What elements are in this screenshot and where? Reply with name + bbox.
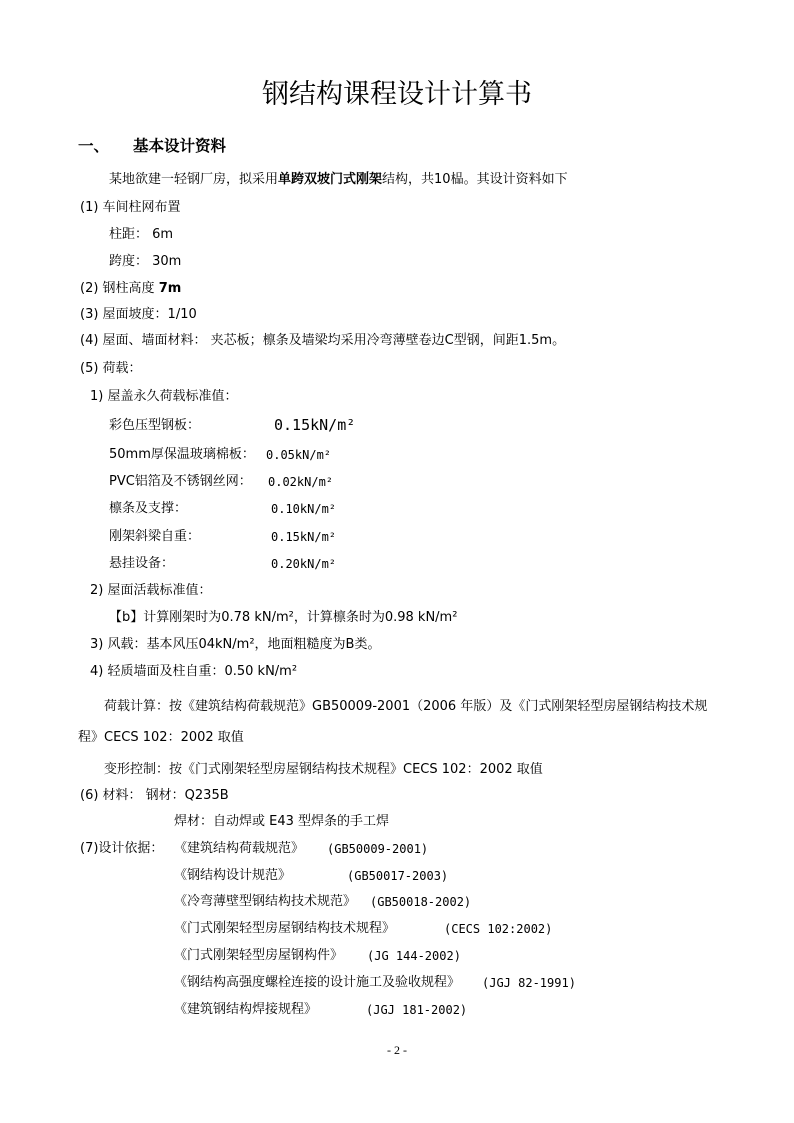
materials-weld: 焊材：自动焊或 E43 型焊条的手工焊 [174, 814, 390, 829]
dead-load-name: 檩条及支撑： [109, 501, 188, 516]
load-calc-line2: 程》CECS 102：2002 取值 [78, 730, 244, 745]
basis-name: 《建筑结构荷载规范》 [174, 841, 305, 856]
basis-code: (CECS 102:2002) [444, 922, 553, 936]
dead-load-name: 50mm厚保温玻璃棉板： [109, 447, 255, 462]
basis-code: (JGJ 181-2002) [366, 1003, 468, 1017]
span-length: 跨度： 30m [109, 254, 182, 269]
basis-code: (GB50018-2002) [370, 895, 472, 909]
dead-load-name: 悬挂设备： [109, 556, 175, 571]
live-load-heading: 2) 屋面活载标准值： [90, 583, 212, 598]
load-calc-line1: 荷载计算：按《建筑结构荷载规范》GB50009-2001（2006 年版）及《门式刚架轻型房屋钢结构技术规 [104, 699, 708, 714]
item5: (5) 荷载： [80, 361, 142, 376]
basis-code: (GB50017-2003) [347, 869, 449, 883]
wall-weight: 4) 轻质墙面及柱自重：0.50 kN/m² [90, 664, 298, 679]
basis-code: (JG 144-2002) [367, 949, 461, 963]
basis-name: 《钢结构设计规范》 [174, 868, 292, 883]
intro-post: 结构，共10榀。其设计资料如下 [382, 172, 568, 187]
item2-value: 7m [158, 281, 182, 296]
basis-name: 《建筑钢结构焊接规程》 [174, 1002, 318, 1017]
dead-load-name: 彩色压型钢板： [109, 418, 201, 433]
section-number: 一、 [78, 137, 110, 155]
dead-load-value: 0.05kN/m² [266, 448, 332, 462]
dead-load-value: 0.15kN/m² [274, 416, 356, 434]
deformation-control: 变形控制：按《门式刚架轻型房屋钢结构技术规程》CECS 102：2002 取值 [104, 762, 543, 777]
basis-name: 《门式刚架轻型房屋钢结构技术规程》 [174, 921, 396, 936]
intro-paragraph [109, 172, 568, 188]
item2-label: (2) 钢柱高度 [80, 281, 155, 296]
design-basis-label: (7)设计依据： [80, 841, 164, 856]
dead-load-name: 刚架斜梁自重： [109, 529, 201, 544]
item3: (3) 屋面坡度：1/10 [80, 307, 197, 322]
dead-load-value: 0.15kN/m² [271, 530, 337, 544]
page-number: - 2 - [387, 1043, 407, 1057]
dead-load-value: 0.02kN/m² [268, 475, 334, 489]
item2 [80, 281, 181, 297]
basis-code: (JGJ 82-1991) [482, 976, 576, 990]
live-load-text: 【b】计算刚架时为0.78 kN/m²，计算檩条时为0.98 kN/m² [109, 610, 458, 625]
dead-load-name: PVC铝箔及不锈钢丝网： [109, 474, 252, 489]
dead-load-value: 0.10kN/m² [271, 502, 337, 516]
basis-name: 《门式刚架轻型房屋钢构件》 [174, 948, 344, 963]
document-title: 钢结构课程设计计算书 [262, 79, 532, 110]
intro-pre: 某地欲建一轻钢厂房，拟采用 [109, 172, 279, 187]
basis-name: 《钢结构高强度螺栓连接的设计施工及验收规程》 [174, 975, 461, 990]
dead-load-value: 0.20kN/m² [271, 557, 337, 571]
intro-bold: 单跨双坡门式刚架 [278, 172, 383, 187]
column-spacing: 柱距： 6m [109, 227, 174, 242]
materials-steel: (6) 材料： 钢材：Q235B [80, 788, 229, 803]
basis-code: (GB50009-2001) [327, 842, 429, 856]
basis-name: 《冷弯薄壁型钢结构技术规范》 [174, 894, 357, 909]
wind-load: 3) 风载：基本风压04kN/m²，地面粗糙度为B类。 [90, 637, 381, 652]
dead-load-heading: 1) 屋盖永久荷载标准值： [90, 389, 238, 404]
item4: (4) 屋面、墙面材料： 夹芯板；檩条及墙梁均采用冷弯薄壁卷边C型钢，间距1.5m。 [80, 333, 566, 348]
item1-label: (1) 车间柱网布置 [80, 200, 181, 215]
section-heading: 基本设计资料 [133, 137, 227, 155]
